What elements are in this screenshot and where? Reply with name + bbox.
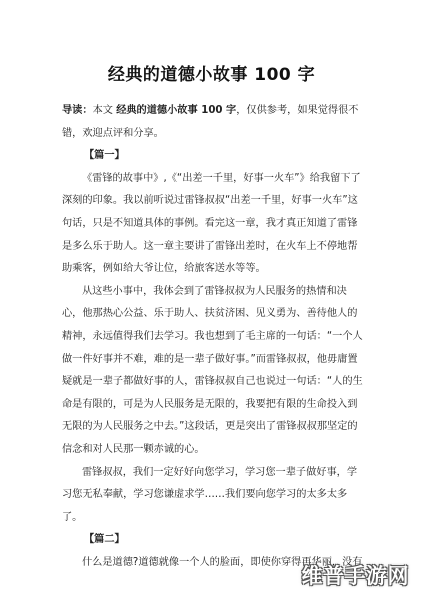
guide-paragraph (62, 100, 366, 145)
guide-suffix: ，仅供参考，如果觉得很不错，欢迎点评和分享。 (62, 105, 359, 139)
guide-label: 导读： (62, 105, 93, 116)
guide-prefix: 本文 (92, 105, 117, 116)
section-heading-1: 【篇一】 (84, 150, 125, 162)
paragraph-1-3: 雷锋叔叔，我们一定好好向您学习，学习您一辈子做好事，学习您无私奉献，学习您谦虚求学……我们要向您学习的太多太多了。 (62, 466, 358, 523)
document-body (62, 100, 366, 574)
section-heading-2: 【篇二】 (84, 534, 125, 546)
paragraph-2-1: 什么是道德?道德就像一个人的脸面，即使你穿得再华丽，没有 (82, 556, 363, 568)
document-title: 经典的道德小故事 100 字 (107, 65, 316, 85)
watermark (302, 560, 410, 590)
paragraph-1-1: 《雷锋的故事中》,《“出差一千里，好事一火车”》给我留下了深刻的印象。我以前听说过雷锋叔叔“出差一千里，好事一火车”这句话，只是不知道具体的事例。看完这一章，我才真正知道了雷锋是多么乐于助人。这一章主要讲了雷锋出差时，在火车上不停地帮助乘客，例如给大爷让位，给旅客送水等等。 (62, 172, 361, 275)
paragraph-1-2: 从这些小事中，我体会到了雷锋叔叔为人民服务的热情和决心，他那热心公益、乐于助人、扶贫济困、见义勇为、善待他人的精神，永远值得我们去学习。我也想到了毛主席的一句话：“一个人做一件好事并不难，难的是一辈子做好事。”而雷锋叔叔，他毋庸置疑就是一辈子都做好事的人，雷锋叔叔自己也说过一句话：“人的生命是有限的，可是为人民服务是无限的，我要把有限的生命投入到无限的为人民服务之中去。”这段话，更是突出了雷锋叔叔那坚定的信念和对人民那一颗赤诚的心。 (62, 285, 363, 455)
guide-title: 经典的道德小故事 100 字 (116, 105, 237, 116)
watermark-text: 维普手游网 (301, 564, 409, 588)
